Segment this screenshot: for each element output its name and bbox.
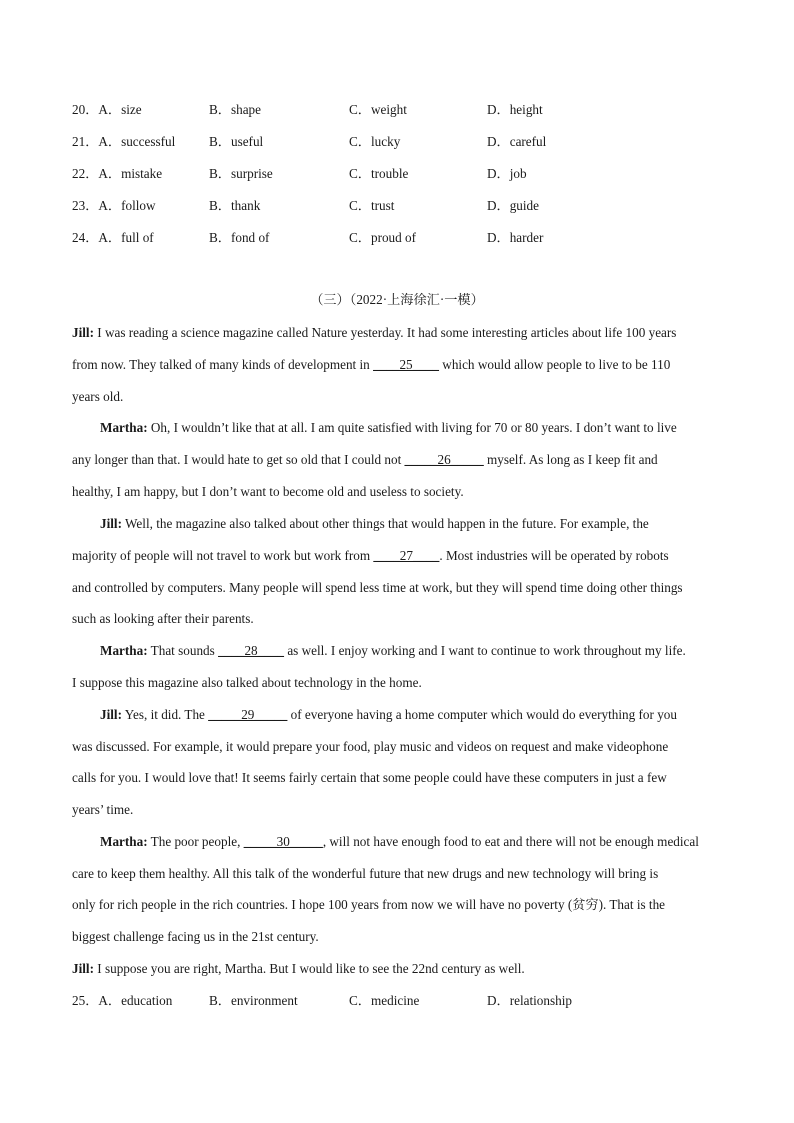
question-number: 21． [72, 134, 99, 149]
line-text: of everyone having a home computer which would do everything for you [287, 707, 677, 722]
option-b[interactable]: B．useful [209, 134, 264, 149]
option-b[interactable]: B．environment [209, 993, 298, 1008]
line-text: I suppose you are right, Martha. But I would like to see the 22nd century as well. [93, 961, 525, 976]
blank-30[interactable]: _____30_____ [243, 834, 323, 849]
question-number: 24． [72, 230, 99, 245]
line-text: The poor people, [147, 834, 244, 849]
question-number: 22． [72, 166, 99, 181]
option-a-text: A．size [98, 102, 142, 117]
blank-29[interactable]: _____29_____ [208, 707, 288, 722]
dialogue-line [100, 418, 677, 438]
option-a[interactable] [72, 164, 162, 184]
option-a[interactable] [72, 100, 142, 120]
line-text: which would allow people to live to be 110 [439, 357, 671, 372]
option-a[interactable] [72, 991, 172, 1011]
dialogue-line [72, 450, 658, 470]
dialogue-line: and controlled by computers. Many people will spend less time at work, but they will spend time doing other things [72, 580, 683, 595]
speaker-label: Jill: [72, 961, 94, 976]
question-number: 23． [72, 198, 99, 213]
dialogue-line: years old. [72, 389, 124, 404]
option-c[interactable]: C．lucky [349, 134, 401, 149]
dialogue-line: years’ time. [72, 802, 134, 817]
dialogue-line: I suppose this magazine also talked about technology in the home. [72, 675, 422, 690]
speaker-label: Martha: [100, 420, 148, 435]
line-text: as well. I enjoy working and I want to continue to work throughout my life. [284, 643, 686, 658]
speaker-label: Martha: [100, 834, 148, 849]
dialogue-line: biggest challenge facing us in the 21st century. [72, 929, 319, 944]
dialogue-line: healthy, I am happy, but I don’t want to become old and useless to society. [72, 484, 464, 499]
option-d[interactable]: D．job [487, 166, 527, 181]
option-b[interactable]: B．thank [209, 198, 261, 213]
option-c[interactable]: C．medicine [349, 993, 420, 1008]
option-a-text: A．education [98, 993, 173, 1008]
option-a-text: A．successful [98, 134, 176, 149]
option-b[interactable]: B．fond of [209, 230, 270, 245]
option-a-text: A．full of [98, 230, 154, 245]
line-text: , will not have enough food to eat and there will not be enough medical [322, 834, 699, 849]
line-text: majority of people will not travel to work but work from [72, 548, 374, 563]
speaker-label: Jill: [72, 325, 94, 340]
option-c[interactable]: C．weight [349, 102, 407, 117]
line-text: myself. As long as I keep fit and [483, 452, 658, 467]
line-text: Oh, I wouldn’t like that at all. I am quite satisfied with living for 70 or 80 years. I don’t want to live [147, 420, 677, 435]
option-a-text: A．follow [98, 198, 156, 213]
option-a[interactable] [72, 228, 154, 248]
speaker-label: Jill: [100, 516, 122, 531]
line-text: Yes, it did. The [121, 707, 209, 722]
line-text: Well, the magazine also talked about other things that would happen in the future. For example, the [121, 516, 649, 531]
dialogue-line [72, 323, 676, 343]
dialogue-line [72, 355, 670, 375]
option-b[interactable]: B．surprise [209, 166, 273, 181]
option-d[interactable]: D．relationship [487, 993, 572, 1008]
section-heading: （三）（2022·上海徐汇·一模） [310, 292, 484, 307]
line-text: . Most industries will be operated by robots [439, 548, 669, 563]
option-c[interactable]: C．proud of [349, 230, 417, 245]
dialogue-line: only for rich people in the rich countries. I hope 100 years from now we will have no poverty (贫穷). That is the [72, 897, 666, 912]
speaker-label: Martha: [100, 643, 148, 658]
dialogue-line: was discussed. For example, it would prepare your food, play music and videos on request and make videophone [72, 739, 669, 754]
question-number: 25． [72, 993, 99, 1008]
dialogue-line [72, 959, 525, 979]
line-text: That sounds [147, 643, 219, 658]
option-a[interactable] [72, 132, 175, 152]
option-d[interactable]: D．harder [487, 230, 544, 245]
line-text: from now. They talked of many kinds of development in [72, 357, 374, 372]
blank-27[interactable]: ____27____ [373, 548, 440, 563]
blank-28[interactable]: ____28____ [218, 643, 285, 658]
dialogue-line: care to keep them healthy. All this talk of the wonderful future that new drugs and new technology will bring is [72, 866, 659, 881]
blank-25[interactable]: ____25____ [373, 357, 439, 372]
option-d[interactable]: D．careful [487, 134, 547, 149]
option-d[interactable]: D．guide [487, 198, 540, 213]
dialogue-line [100, 705, 677, 725]
option-a[interactable] [72, 196, 156, 216]
dialogue-line: such as looking after their parents. [72, 611, 254, 626]
option-b[interactable]: B．shape [209, 102, 262, 117]
option-c[interactable]: C．trouble [349, 166, 409, 181]
dialogue-line [72, 546, 669, 566]
question-number: 20． [72, 102, 99, 117]
option-a-text: A．mistake [98, 166, 163, 181]
dialogue-line: calls for you. I would love that! It seems fairly certain that some people could have these computers in just a few [72, 770, 667, 785]
speaker-label: Jill: [100, 707, 122, 722]
option-d[interactable]: D．height [487, 102, 543, 117]
blank-26[interactable]: _____26_____ [404, 452, 484, 467]
dialogue-line [100, 832, 699, 852]
line-text: I was reading a science magazine called Nature yesterday. It had some interesting articles about life 100 years [93, 325, 677, 340]
dialogue-line [100, 641, 686, 661]
dialogue-line [100, 514, 649, 534]
option-c[interactable]: C．trust [349, 198, 395, 213]
line-text: any longer than that. I would hate to get so old that I could not [72, 452, 405, 467]
